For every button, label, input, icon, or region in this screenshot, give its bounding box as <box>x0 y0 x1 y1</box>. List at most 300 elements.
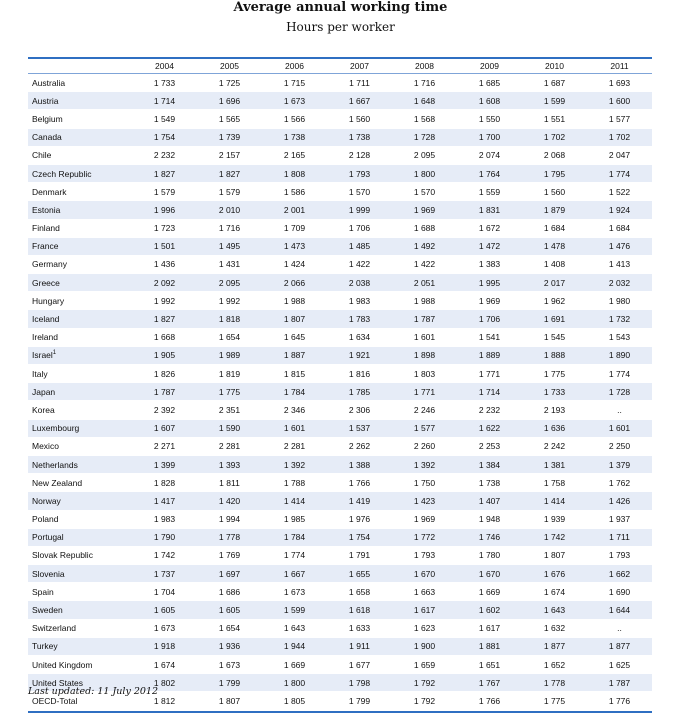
value-cell: 1 937 <box>587 510 652 528</box>
country-cell <box>28 419 132 437</box>
value-cell: 1 608 <box>457 92 522 110</box>
value-cell: 1 691 <box>522 310 587 328</box>
value-cell: 1 725 <box>197 74 262 92</box>
value-cell: 2 165 <box>262 146 327 164</box>
country-name: Greece <box>32 277 60 288</box>
value-cell: 1 783 <box>327 310 392 328</box>
value-cell: 1 792 <box>392 674 457 692</box>
value-cell: 1 541 <box>457 328 522 346</box>
value-cell: 1 599 <box>522 92 587 110</box>
value-cell: 1 384 <box>457 455 522 473</box>
value-cell: 1 827 <box>132 310 197 328</box>
value-cell: 1 618 <box>327 601 392 619</box>
value-cell: 1 685 <box>457 74 522 92</box>
country-cell <box>28 128 132 146</box>
value-cell: 1 877 <box>522 637 587 655</box>
value-cell: 1 700 <box>457 128 522 146</box>
country-name: Korea <box>32 404 55 415</box>
value-cell: 1 414 <box>522 492 587 510</box>
value-cell: 1 816 <box>327 365 392 383</box>
country-name: New Zealand <box>32 477 83 488</box>
value-cell: 1 644 <box>587 601 652 619</box>
value-cell: .. <box>587 401 652 419</box>
value-cell: 1 697 <box>197 565 262 583</box>
value-cell: 1 828 <box>132 474 197 492</box>
country-name: Germany <box>32 259 67 270</box>
value-cell: 2 001 <box>262 201 327 219</box>
country-cell <box>28 292 132 310</box>
country-name: United States <box>32 677 84 688</box>
last-updated-note: Last updated: 11 July 2012 <box>28 686 159 697</box>
value-cell: 1 414 <box>262 492 327 510</box>
country-cell <box>28 365 132 383</box>
value-cell: 1 728 <box>587 383 652 401</box>
value-cell: 1 992 <box>197 292 262 310</box>
country-cell <box>28 637 132 655</box>
value-cell: 1 652 <box>522 656 587 674</box>
value-cell: 1 436 <box>132 255 197 273</box>
country-name: OECD-Total <box>32 695 78 706</box>
value-cell: 1 767 <box>457 674 522 692</box>
value-cell: 1 778 <box>197 528 262 546</box>
country-name: Switzerland <box>32 623 76 634</box>
table-row <box>28 401 652 419</box>
value-cell: 2 232 <box>457 401 522 419</box>
country-name: Finland <box>32 223 60 234</box>
country-name: Ireland <box>32 332 58 343</box>
value-cell: 1 766 <box>327 474 392 492</box>
value-cell: 1 827 <box>132 164 197 182</box>
value-cell: 1 632 <box>522 619 587 637</box>
value-cell: 1 684 <box>587 219 652 237</box>
value-cell: 1 733 <box>132 74 197 92</box>
value-cell: 1 778 <box>522 674 587 692</box>
value-cell: 1 754 <box>132 128 197 146</box>
value-cell: 1 601 <box>587 419 652 437</box>
value-cell: 2 262 <box>327 437 392 455</box>
table-row <box>28 237 652 255</box>
table-row <box>28 383 652 401</box>
value-cell: 1 890 <box>587 346 652 364</box>
country-cell <box>28 310 132 328</box>
value-cell: 1 787 <box>132 383 197 401</box>
value-cell: 1 392 <box>392 455 457 473</box>
value-cell: 1 827 <box>197 164 262 182</box>
value-cell: 1 636 <box>522 419 587 437</box>
country-cell <box>28 528 132 546</box>
value-cell: 1 766 <box>457 692 522 710</box>
value-cell: 2 246 <box>392 401 457 419</box>
value-cell: 1 742 <box>522 528 587 546</box>
value-cell: 1 793 <box>392 546 457 564</box>
value-cell: 1 775 <box>522 692 587 710</box>
value-cell: 1 607 <box>132 419 197 437</box>
country-name: Slovak Republic <box>32 550 93 561</box>
value-cell: 1 715 <box>262 74 327 92</box>
value-cell: 1 799 <box>197 674 262 692</box>
country-name: Estonia <box>32 204 61 215</box>
country-cell <box>28 383 132 401</box>
value-cell: 1 811 <box>197 474 262 492</box>
value-cell: 1 792 <box>392 692 457 710</box>
value-cell: 1 771 <box>457 365 522 383</box>
value-cell: 1 969 <box>392 510 457 528</box>
value-cell: 1 831 <box>457 201 522 219</box>
value-cell: 1 674 <box>522 583 587 601</box>
header-row <box>28 59 652 74</box>
value-cell: 1 393 <box>197 455 262 473</box>
value-cell: 1 992 <box>132 292 197 310</box>
table-row <box>28 619 652 637</box>
value-cell: 1 969 <box>392 201 457 219</box>
value-cell: 2 351 <box>197 401 262 419</box>
table-row <box>28 110 652 128</box>
value-cell: 1 684 <box>522 219 587 237</box>
value-cell: 1 693 <box>587 74 652 92</box>
value-cell: 1 728 <box>392 128 457 146</box>
value-cell: 1 579 <box>197 183 262 201</box>
value-cell: 1 388 <box>327 455 392 473</box>
value-cell: 1 559 <box>457 183 522 201</box>
country-cell <box>28 510 132 528</box>
year-column-header: 2007 <box>327 59 392 74</box>
value-cell: 1 543 <box>587 328 652 346</box>
value-cell: 2 232 <box>132 146 197 164</box>
value-cell: 1 579 <box>132 183 197 201</box>
value-cell: 1 976 <box>327 510 392 528</box>
value-cell: 1 617 <box>392 601 457 619</box>
table-body <box>28 74 652 711</box>
value-cell: 1 788 <box>262 474 327 492</box>
value-cell: 1 738 <box>457 474 522 492</box>
value-cell: 1 994 <box>197 510 262 528</box>
table-row <box>28 310 652 328</box>
country-name: Denmark <box>32 186 67 197</box>
value-cell: 1 877 <box>587 637 652 655</box>
value-cell: 1 750 <box>392 474 457 492</box>
value-cell: 1 746 <box>457 528 522 546</box>
value-cell: 1 600 <box>587 92 652 110</box>
value-cell: 1 420 <box>197 492 262 510</box>
value-cell: 1 662 <box>587 565 652 583</box>
value-cell: 1 670 <box>457 565 522 583</box>
value-cell: 1 651 <box>457 656 522 674</box>
value-cell: 1 887 <box>262 346 327 364</box>
value-cell: 1 605 <box>197 601 262 619</box>
value-cell: 1 812 <box>132 692 197 710</box>
value-cell: 1 716 <box>197 219 262 237</box>
value-cell: 1 659 <box>392 656 457 674</box>
table-row <box>28 455 652 473</box>
value-cell: 1 818 <box>197 310 262 328</box>
table-row <box>28 74 652 92</box>
working-time-table <box>28 59 652 711</box>
value-cell: 1 787 <box>587 674 652 692</box>
country-name: Italy <box>32 368 48 379</box>
value-cell: 1 674 <box>132 656 197 674</box>
value-cell: 1 566 <box>262 110 327 128</box>
value-cell: 1 549 <box>132 110 197 128</box>
value-cell: 1 537 <box>327 419 392 437</box>
table-row <box>28 128 652 146</box>
country-name: Chile <box>32 150 52 161</box>
value-cell: 1 706 <box>457 310 522 328</box>
value-cell: 1 663 <box>392 583 457 601</box>
value-cell: 2 306 <box>327 401 392 419</box>
country-name: Poland <box>32 514 59 525</box>
value-cell: 1 690 <box>587 583 652 601</box>
value-cell: 1 654 <box>197 619 262 637</box>
value-cell: 2 271 <box>132 437 197 455</box>
value-cell: 1 495 <box>197 237 262 255</box>
value-cell: 1 714 <box>457 383 522 401</box>
table-row <box>28 474 652 492</box>
country-name: Canada <box>32 132 62 143</box>
value-cell: 1 921 <box>327 346 392 364</box>
value-cell: 2 193 <box>522 401 587 419</box>
country-cell <box>28 110 132 128</box>
value-cell: 1 776 <box>587 692 652 710</box>
value-cell: 1 383 <box>457 255 522 273</box>
country-name: Luxembourg <box>32 423 80 434</box>
value-cell: 1 989 <box>197 346 262 364</box>
value-cell: 2 242 <box>522 437 587 455</box>
value-cell: 1 560 <box>327 110 392 128</box>
value-cell: 1 716 <box>392 74 457 92</box>
value-cell: 1 601 <box>392 328 457 346</box>
value-cell: .. <box>587 619 652 637</box>
value-cell: 1 407 <box>457 492 522 510</box>
value-cell: 1 790 <box>132 528 197 546</box>
value-cell: 1 473 <box>262 237 327 255</box>
value-cell: 1 688 <box>392 219 457 237</box>
table-row <box>28 637 652 655</box>
value-cell: 1 643 <box>522 601 587 619</box>
value-cell: 1 687 <box>522 74 587 92</box>
value-cell: 2 068 <box>522 146 587 164</box>
value-cell: 1 476 <box>587 237 652 255</box>
value-cell: 1 677 <box>327 656 392 674</box>
year-column-header: 2005 <box>197 59 262 74</box>
value-cell: 1 399 <box>132 455 197 473</box>
country-cell <box>28 74 132 92</box>
table-row <box>28 437 652 455</box>
country-name: Japan <box>32 386 56 397</box>
value-cell: 1 472 <box>457 237 522 255</box>
country-column-header <box>28 59 132 74</box>
value-cell: 2 010 <box>197 201 262 219</box>
year-column-header: 2010 <box>522 59 587 74</box>
value-cell: 2 092 <box>132 274 197 292</box>
value-cell: 1 643 <box>262 619 327 637</box>
value-cell: 1 577 <box>587 110 652 128</box>
country-cell <box>28 619 132 637</box>
value-cell: 1 714 <box>132 92 197 110</box>
value-cell: 1 807 <box>522 546 587 564</box>
table-row <box>28 274 652 292</box>
country-cell <box>28 328 132 346</box>
table-row <box>28 164 652 182</box>
value-cell: 2 128 <box>327 146 392 164</box>
value-cell: 2 038 <box>327 274 392 292</box>
value-cell: 1 422 <box>392 255 457 273</box>
value-cell: 1 807 <box>262 310 327 328</box>
value-cell: 1 800 <box>262 674 327 692</box>
value-cell: 1 522 <box>587 183 652 201</box>
value-cell: 2 260 <box>392 437 457 455</box>
value-cell: 1 944 <box>262 637 327 655</box>
country-name: Turkey <box>32 641 58 652</box>
value-cell: 2 032 <box>587 274 652 292</box>
value-cell: 1 408 <box>522 255 587 273</box>
country-name: Sweden <box>32 605 63 616</box>
country-name: Australia <box>32 77 66 88</box>
table-row <box>28 365 652 383</box>
country-cell <box>28 146 132 164</box>
value-cell: 1 673 <box>262 92 327 110</box>
value-cell: 1 426 <box>587 492 652 510</box>
value-cell: 1 742 <box>132 546 197 564</box>
country-cell <box>28 183 132 201</box>
country-cell <box>28 455 132 473</box>
year-column-header: 2006 <box>262 59 327 74</box>
value-cell: 1 706 <box>327 219 392 237</box>
value-cell: 1 568 <box>392 110 457 128</box>
table-row <box>28 601 652 619</box>
value-cell: 1 799 <box>327 692 392 710</box>
value-cell: 1 655 <box>327 565 392 583</box>
country-cell <box>28 437 132 455</box>
page-title: Average annual working time <box>233 0 448 15</box>
value-cell: 1 392 <box>262 455 327 473</box>
value-cell: 1 772 <box>392 528 457 546</box>
value-cell: 1 924 <box>587 201 652 219</box>
value-cell: 1 793 <box>327 164 392 182</box>
country-name: United Kingdom <box>32 659 93 670</box>
value-cell: 1 625 <box>587 656 652 674</box>
value-cell: 1 673 <box>262 583 327 601</box>
table-row <box>28 419 652 437</box>
country-cell <box>28 583 132 601</box>
value-cell: 1 551 <box>522 110 587 128</box>
table-row <box>28 92 652 110</box>
footnote-marker: 1 <box>52 350 57 357</box>
value-cell: 1 793 <box>587 546 652 564</box>
value-cell: 1 764 <box>457 164 522 182</box>
value-cell: 1 723 <box>132 219 197 237</box>
value-cell: 2 066 <box>262 274 327 292</box>
country-name: Hungary <box>32 295 65 306</box>
value-cell: 1 424 <box>262 255 327 273</box>
value-cell: 1 667 <box>327 92 392 110</box>
country-name: France <box>32 241 59 252</box>
table-row <box>28 201 652 219</box>
country-cell <box>28 546 132 564</box>
country-cell <box>28 565 132 583</box>
value-cell: 2 095 <box>392 146 457 164</box>
country-name: Austria <box>32 95 59 106</box>
value-cell: 1 686 <box>197 583 262 601</box>
value-cell: 1 784 <box>262 383 327 401</box>
value-cell: 1 889 <box>457 346 522 364</box>
value-cell: 1 900 <box>392 637 457 655</box>
country-cell <box>28 474 132 492</box>
country-cell <box>28 237 132 255</box>
country-cell <box>28 601 132 619</box>
value-cell: 1 733 <box>522 383 587 401</box>
value-cell: 1 879 <box>522 201 587 219</box>
value-cell: 1 881 <box>457 637 522 655</box>
value-cell: 1 673 <box>197 656 262 674</box>
value-cell: 1 962 <box>522 292 587 310</box>
value-cell: 1 711 <box>327 74 392 92</box>
value-cell: 1 623 <box>392 619 457 637</box>
country-cell <box>28 274 132 292</box>
table-row <box>28 219 652 237</box>
value-cell: 1 936 <box>197 637 262 655</box>
table-row <box>28 183 652 201</box>
value-cell: 1 803 <box>392 365 457 383</box>
value-cell: 1 888 <box>522 346 587 364</box>
value-cell: 1 780 <box>457 546 522 564</box>
country-name: Iceland <box>32 314 60 325</box>
value-cell: 2 346 <box>262 401 327 419</box>
year-column-header: 2009 <box>457 59 522 74</box>
value-cell: 1 696 <box>197 92 262 110</box>
value-cell: 1 739 <box>197 128 262 146</box>
value-cell: 1 754 <box>327 528 392 546</box>
value-cell: 1 983 <box>132 510 197 528</box>
value-cell: 1 732 <box>587 310 652 328</box>
value-cell: 1 669 <box>262 656 327 674</box>
value-cell: 1 413 <box>587 255 652 273</box>
country-name: Norway <box>32 495 61 506</box>
value-cell: 1 417 <box>132 492 197 510</box>
value-cell: 1 988 <box>392 292 457 310</box>
value-cell: 1 784 <box>262 528 327 546</box>
value-cell: 2 281 <box>197 437 262 455</box>
value-cell: 1 599 <box>262 601 327 619</box>
value-cell: 1 999 <box>327 201 392 219</box>
table-row <box>28 346 652 364</box>
value-cell: 1 704 <box>132 583 197 601</box>
value-cell: 1 826 <box>132 365 197 383</box>
value-cell: 1 762 <box>587 474 652 492</box>
table-row <box>28 528 652 546</box>
value-cell: 1 996 <box>132 201 197 219</box>
country-cell <box>28 346 132 364</box>
value-cell: 1 771 <box>392 383 457 401</box>
country-cell <box>28 401 132 419</box>
value-cell: 1 669 <box>457 583 522 601</box>
value-cell: 1 711 <box>587 528 652 546</box>
working-time-table-container <box>28 57 652 713</box>
country-name: Mexico <box>32 441 59 452</box>
value-cell: 1 709 <box>262 219 327 237</box>
value-cell: 1 545 <box>522 328 587 346</box>
value-cell: 1 492 <box>392 237 457 255</box>
value-cell: 1 670 <box>392 565 457 583</box>
value-cell: 1 787 <box>392 310 457 328</box>
table-row <box>28 546 652 564</box>
value-cell: 1 622 <box>457 419 522 437</box>
table-row <box>28 583 652 601</box>
value-cell: 1 577 <box>392 419 457 437</box>
value-cell: 1 654 <box>197 328 262 346</box>
value-cell: 1 738 <box>327 128 392 146</box>
value-cell: 1 988 <box>262 292 327 310</box>
value-cell: 1 702 <box>587 128 652 146</box>
